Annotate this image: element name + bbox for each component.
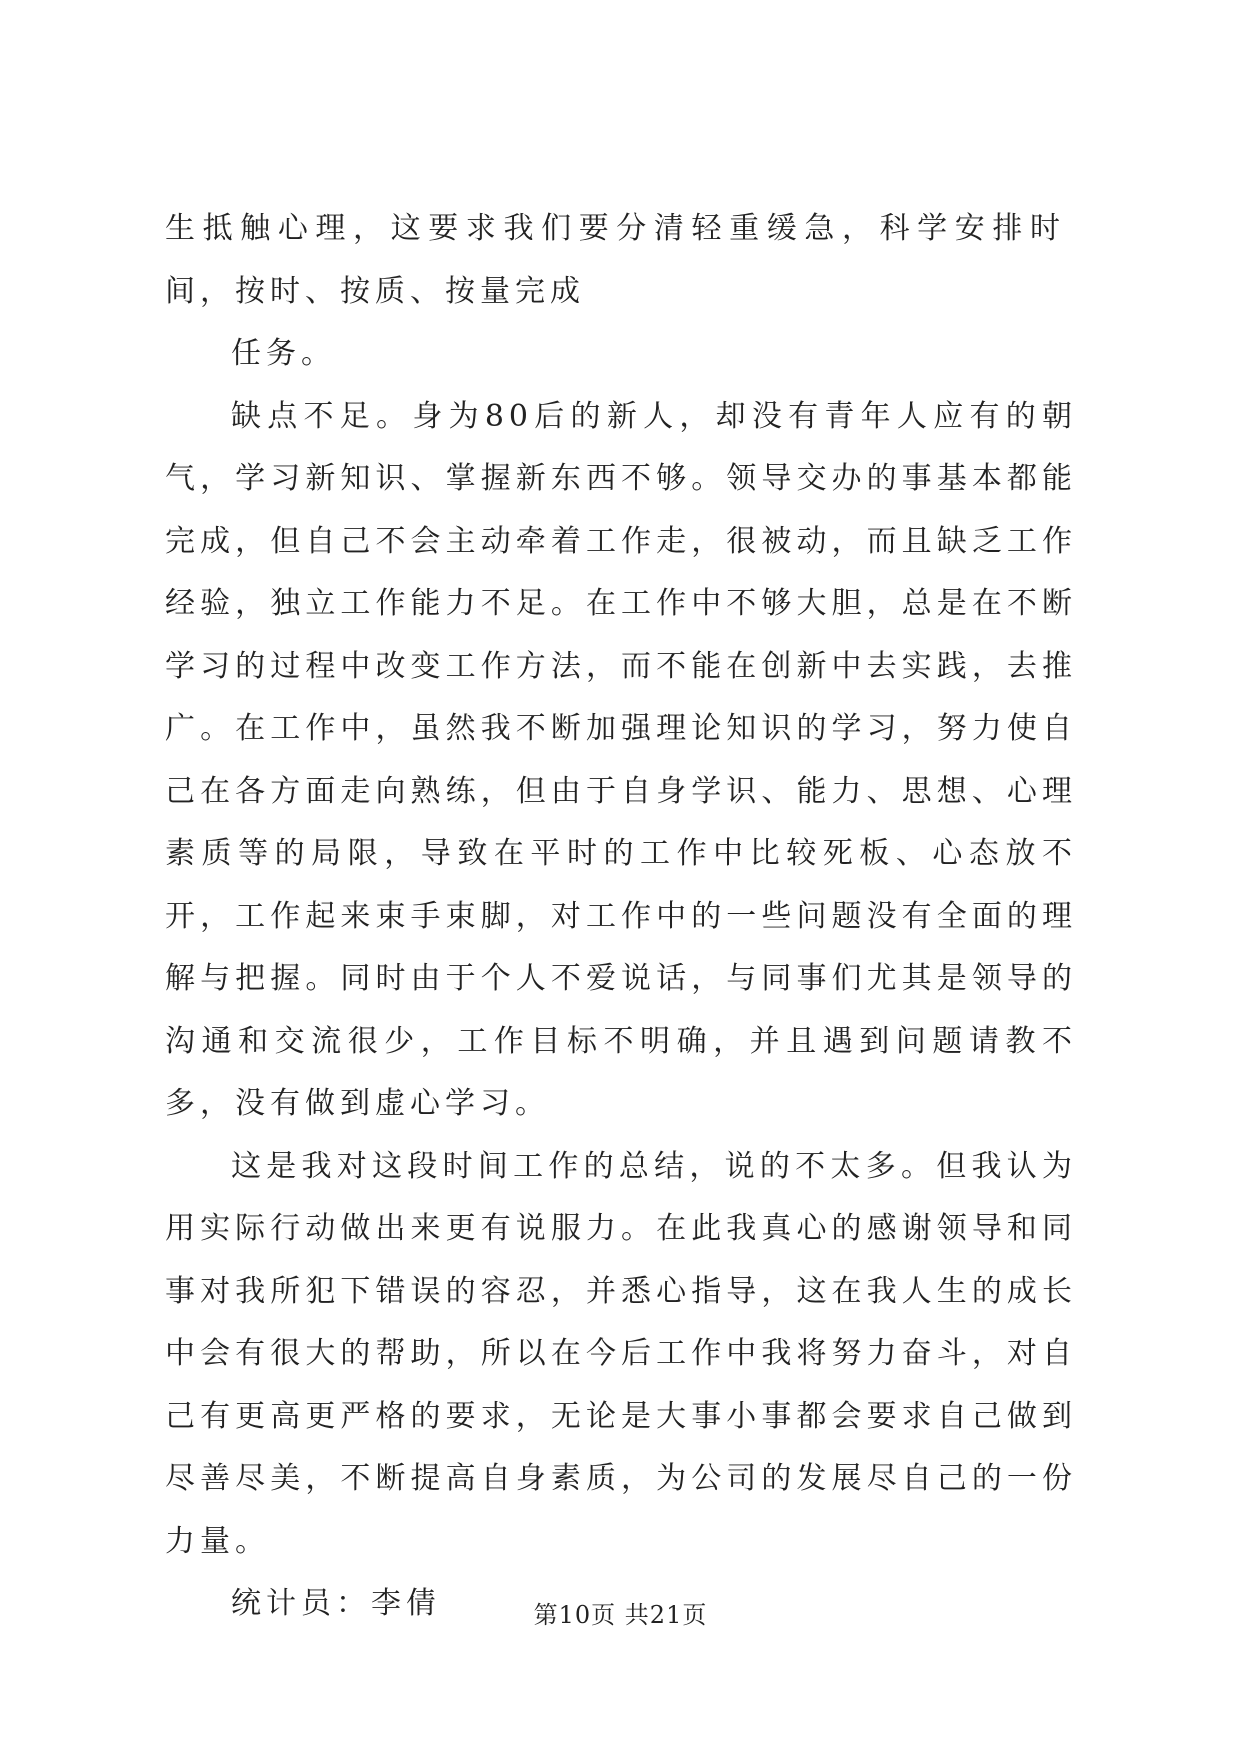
- paragraph-task: 任务。: [231, 336, 336, 371]
- paragraph-summary: 这是我对这段时间工作的总结，说的不太多。但我认为用实际行动做出来更有说服力。在此我真心的感谢领导和同事对我所犯下错误的容忍，并悉心指导，这在我人生的成长中会有很大的帮助，所以在今后工作中我将努力奋斗，对自己有更高更严格的要求，无论是大事小事都会要求自己做到尽善尽美，不断提高自身素质，为公司的发展尽自己的一份力量。: [165, 1148, 1077, 1559]
- document-body: [165, 198, 1077, 1636]
- paragraph-shortcomings: 缺点不足。身为80后的新人，却没有青年人应有的朝气，学习新知识、掌握新东西不够。领导交办的事基本都能完成，但自己不会主动牵着工作走，很被动，而且缺乏工作经验，独立工作能力不足。在工作中不够大胆，总是在不断学习的过程中改变工作方法，而不能在创新中去实践，去推广。在工作中，虽然我不断加强理论知识的学习，努力使自己在各方面走向熟练，但由于自身学识、能力、思想、心理素质等的局限，导致在平时的工作中比较死板、心态放不开，工作起来束手束脚，对工作中的一些问题没有全面的理解与把握。同时由于个人不爱说话，与同事们尤其是领导的沟通和交流很少，工作目标不明确，并且遇到问题请教不多，没有做到虚心学习。: [165, 398, 1077, 1121]
- signature-line: 统计员：李倩: [231, 1586, 441, 1621]
- page-number-footer: 第10页 共21页: [533, 1601, 708, 1629]
- paragraph-continuation: 生抵触心理，这要求我们要分清轻重缓急，科学安排时间，按时、按质、按量完成: [165, 211, 1065, 309]
